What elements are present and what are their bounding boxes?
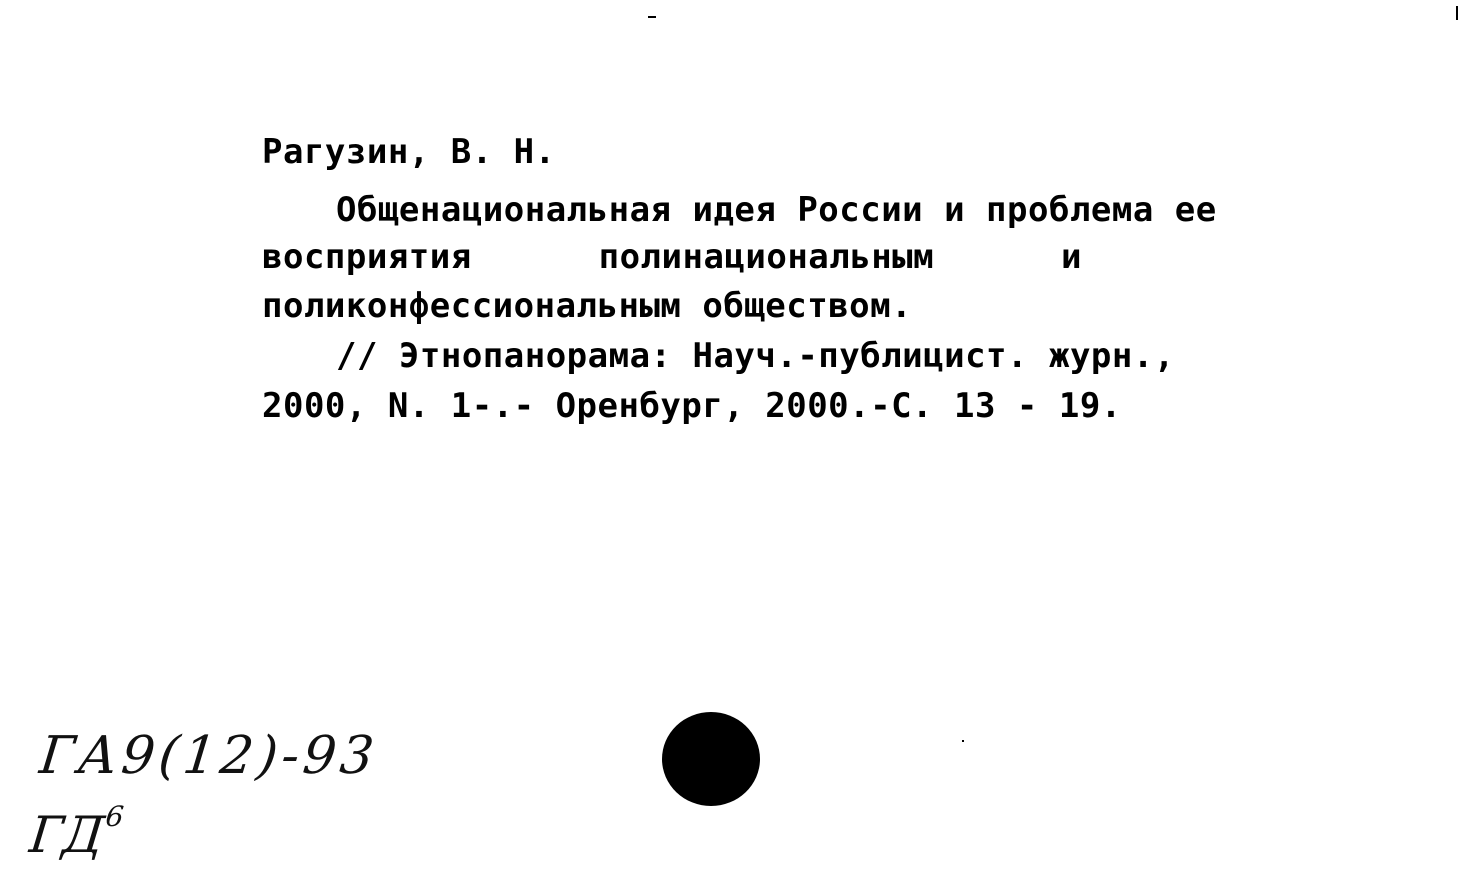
title-word: и — [1061, 237, 1082, 277]
handwritten-shelf-mark-2 — [26, 800, 126, 864]
shelf-mark-2-text: ГД — [26, 806, 107, 864]
scan-speck — [1456, 6, 1458, 20]
scan-speck — [648, 16, 656, 18]
author-line: Рагузин, В. Н. — [262, 132, 556, 172]
title-word: восприятия — [262, 237, 472, 277]
source-line-2: 2000, N. 1-.- Оренбург, 2000.-С. 13 - 19. — [262, 386, 1122, 426]
title-word: полинациональным — [598, 237, 935, 277]
source-line-1: // Этнопанорама: Науч.-публицист. журн., — [336, 336, 1175, 376]
title-line-2 — [262, 237, 1082, 277]
title-line-1: Общенациональная идея России и проблема ее — [336, 190, 1217, 230]
shelf-mark-2-superscript: 6 — [103, 800, 126, 834]
handwritten-shelf-mark: ГА9(12)-93 — [36, 726, 381, 786]
title-line-3: поликонфессиональным обществом. — [262, 286, 913, 326]
card-punch-hole — [662, 712, 760, 806]
scan-speck — [962, 740, 964, 742]
